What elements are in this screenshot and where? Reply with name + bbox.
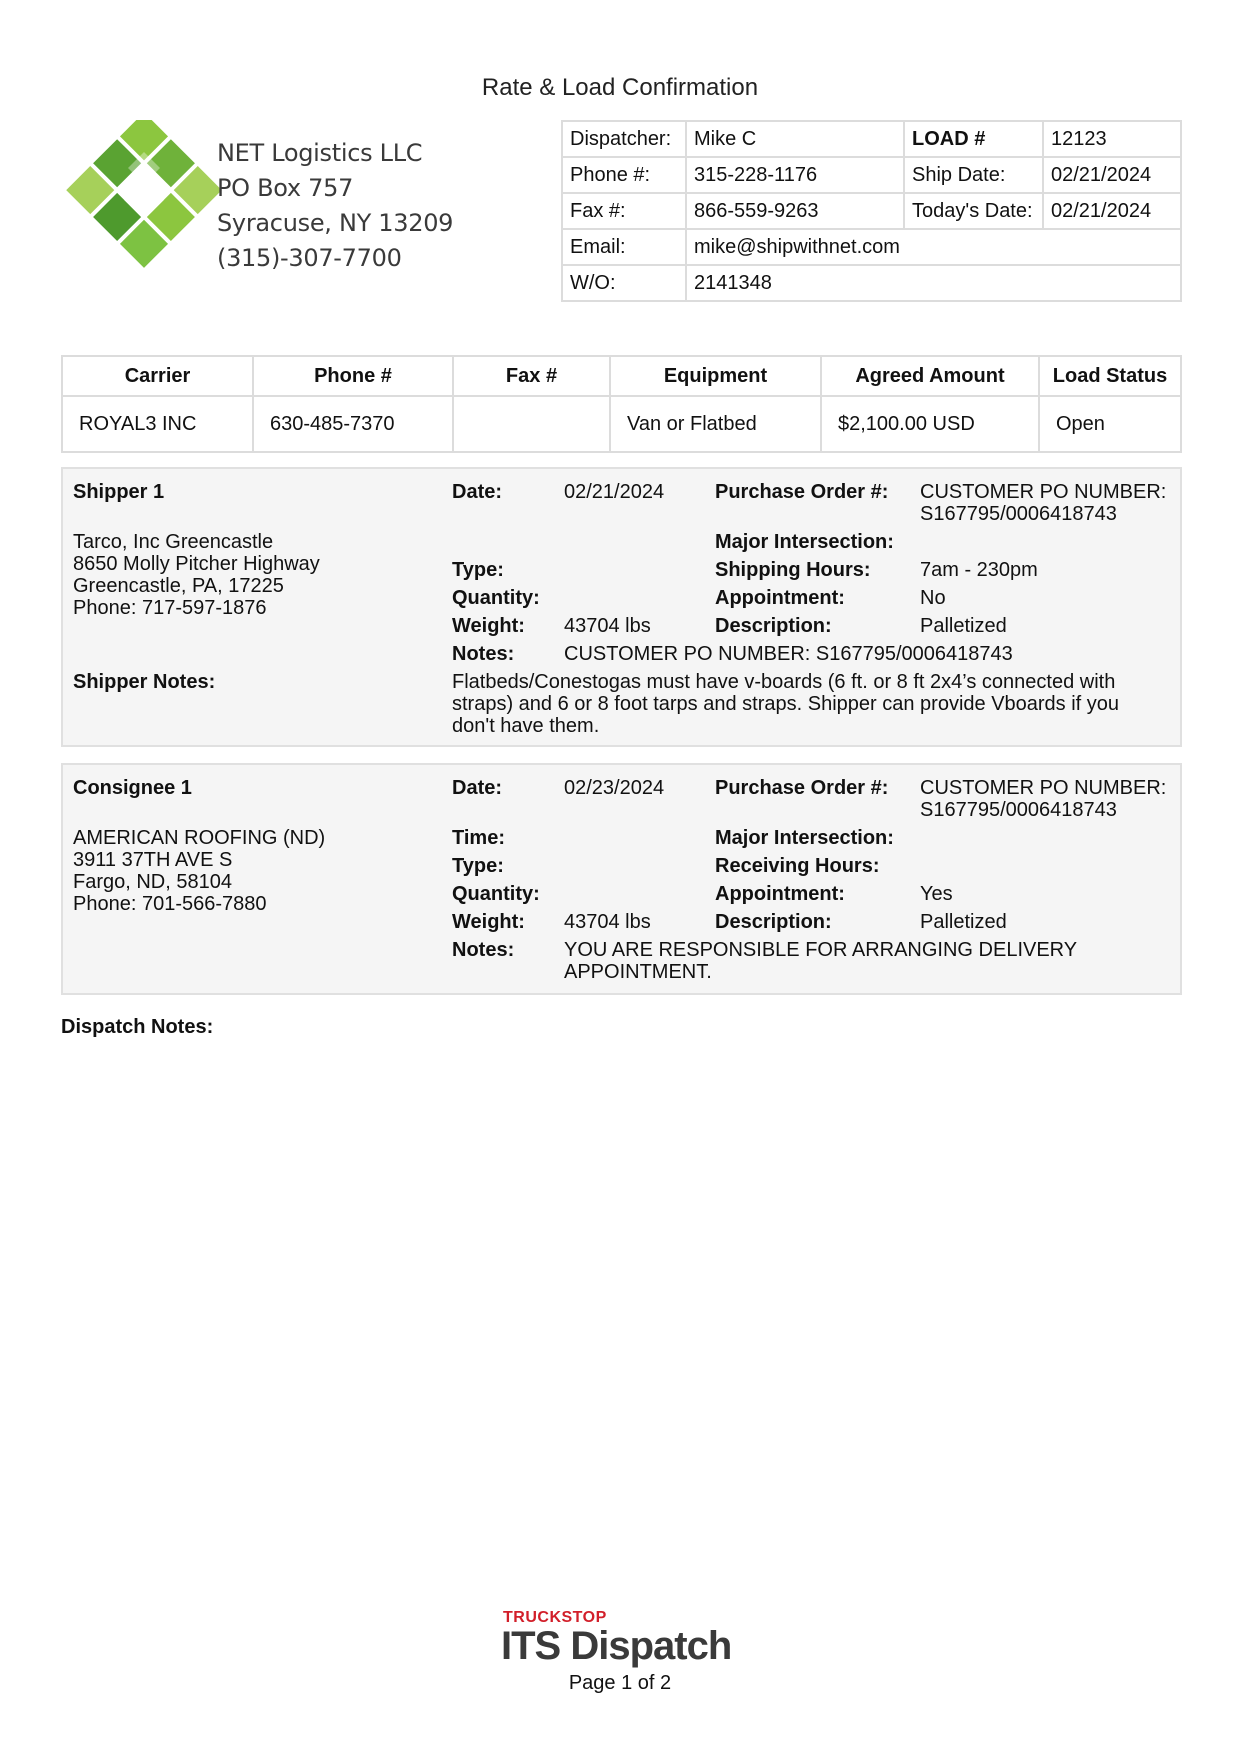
company-phone: (315)-307-7700	[217, 244, 402, 272]
shipper-weight-label: Weight:	[452, 615, 525, 637]
equipment-header: Equipment	[610, 356, 821, 396]
company-block	[217, 136, 453, 276]
consignee-description-label: Description:	[715, 911, 832, 933]
wo-value: 2141348	[686, 265, 1181, 301]
shipper-description-label: Description:	[715, 615, 832, 637]
consignee-phone: Phone: 701-566-7880	[73, 893, 267, 915]
shipper-notes-text: Flatbeds/Conestogas must have v-boards (6 ft. or 8 ft 2x4’s connected with straps) and 6 or 8 foot tarps and straps. Shipper can provide Vboards if you don't have them.	[452, 671, 1120, 737]
shipper-weight: 43704 lbs	[564, 615, 651, 637]
receiving-hours-label: Receiving Hours:	[715, 855, 880, 877]
email-value[interactable]: mike@shipwithnet.com	[686, 229, 1181, 265]
agreed-amount: $2,100.00 USD	[821, 396, 1039, 452]
shipper-phone: Phone: 717-597-1876	[73, 597, 267, 619]
consignee-po-line1: CUSTOMER PO NUMBER:	[920, 777, 1167, 799]
phone-value: 315-228-1176	[686, 157, 904, 193]
consignee-notes-label: Notes:	[452, 939, 515, 961]
carrier-header: Carrier	[62, 356, 253, 396]
load-label: LOAD #	[904, 121, 1043, 157]
today-date-label: Today's Date:	[904, 193, 1043, 229]
consignee-date: 02/23/2024	[564, 777, 665, 799]
consignee-time-label: Time:	[452, 827, 505, 849]
fax-label: Fax #:	[562, 193, 686, 229]
consignee-quantity-label: Quantity:	[452, 883, 540, 905]
load-status-header: Load Status	[1039, 356, 1181, 396]
carrier-fax	[453, 396, 610, 452]
page-number: Page 1 of 2	[568, 1672, 672, 1694]
consignee-date-label: Date:	[452, 777, 503, 799]
carrier-table	[61, 355, 1182, 453]
shipper-section	[61, 467, 1182, 747]
consignee-section	[61, 763, 1182, 995]
shipper-heading: Shipper 1	[73, 481, 165, 503]
consignee-type-label: Type:	[452, 855, 504, 877]
carrier-phone-header: Phone #	[253, 356, 453, 396]
dispatcher-label: Dispatcher:	[562, 121, 686, 157]
shipper-type-label: Type:	[452, 559, 504, 581]
consignee-po-label: Purchase Order #:	[715, 777, 889, 799]
shipper-description: Palletized	[920, 615, 1007, 637]
load-info-table	[561, 120, 1182, 302]
shipper-notes-heading: Shipper Notes:	[73, 671, 216, 693]
consignee-description: Palletized	[920, 911, 1007, 933]
shipper-city: Greencastle, PA, 17225	[73, 575, 284, 597]
company-address-2: Syracuse, NY 13209	[217, 209, 454, 237]
shipping-hours-label: Shipping Hours:	[715, 559, 871, 581]
company-logo	[64, 120, 224, 280]
consignee-notes: YOU ARE RESPONSIBLE FOR ARRANGING DELIVERY APPOINTMENT.	[564, 939, 1077, 983]
shipper-notes-label: Notes:	[452, 643, 515, 665]
consignee-appointment: Yes	[920, 883, 953, 905]
shipper-po-label: Purchase Order #:	[715, 481, 889, 503]
equipment: Van or Flatbed	[610, 396, 821, 452]
shipper-date-label: Date:	[452, 481, 503, 503]
consignee-name: AMERICAN ROOFING (ND)	[73, 827, 326, 849]
today-date-value: 02/21/2024	[1043, 193, 1181, 229]
shipper-name: Tarco, Inc Greencastle	[73, 531, 274, 553]
dispatcher-value: Mike C	[686, 121, 904, 157]
shipper-appointment-label: Appointment:	[715, 587, 845, 609]
consignee-intersection-label: Major Intersection:	[715, 827, 894, 849]
shipper-street: 8650 Molly Pitcher Highway	[73, 553, 320, 575]
carrier-phone: 630-485-7370	[253, 396, 453, 452]
agreed-amount-header: Agreed Amount	[821, 356, 1039, 396]
its-dispatch-logo: ITS Dispatch	[501, 1624, 732, 1668]
ship-date-label: Ship Date:	[904, 157, 1043, 193]
consignee-city: Fargo, ND, 58104	[73, 871, 232, 893]
consignee-weight: 43704 lbs	[564, 911, 651, 933]
dispatch-notes-label: Dispatch Notes:	[61, 1016, 214, 1038]
shipper-quantity-label: Quantity:	[452, 587, 540, 609]
shipper-po-line1: CUSTOMER PO NUMBER:	[920, 481, 1167, 503]
ship-date-value: 02/21/2024	[1043, 157, 1181, 193]
consignee-po-line2: S167795/0006418743	[920, 799, 1117, 821]
fax-value: 866-559-9263	[686, 193, 904, 229]
consignee-weight-label: Weight:	[452, 911, 525, 933]
shipper-intersection-label: Major Intersection:	[715, 531, 894, 553]
consignee-heading: Consignee 1	[73, 777, 192, 799]
shipper-date: 02/21/2024	[564, 481, 665, 503]
carrier-name: ROYAL3 INC	[62, 396, 253, 452]
consignee-appointment-label: Appointment:	[715, 883, 845, 905]
carrier-table-header	[62, 356, 1181, 396]
shipping-hours: 7am - 230pm	[920, 559, 1038, 581]
shipper-po-line2: S167795/0006418743	[920, 503, 1117, 525]
email-label: Email:	[562, 229, 686, 265]
load-value: 12123	[1043, 121, 1181, 157]
load-status: Open	[1039, 396, 1181, 452]
company-name: NET Logistics LLC	[217, 139, 423, 167]
shipper-appointment: No	[920, 587, 946, 609]
truckstop-brand: TRUCKSTOP	[503, 1609, 607, 1626]
phone-label: Phone #:	[562, 157, 686, 193]
carrier-fax-header: Fax #	[453, 356, 610, 396]
shipper-notes: CUSTOMER PO NUMBER: S167795/0006418743	[564, 643, 1013, 665]
consignee-street: 3911 37TH AVE S	[73, 849, 233, 871]
company-address-1: PO Box 757	[217, 174, 354, 202]
wo-label: W/O:	[562, 265, 686, 301]
table-row	[62, 396, 1181, 452]
page-title: Rate & Load Confirmation	[481, 74, 759, 101]
